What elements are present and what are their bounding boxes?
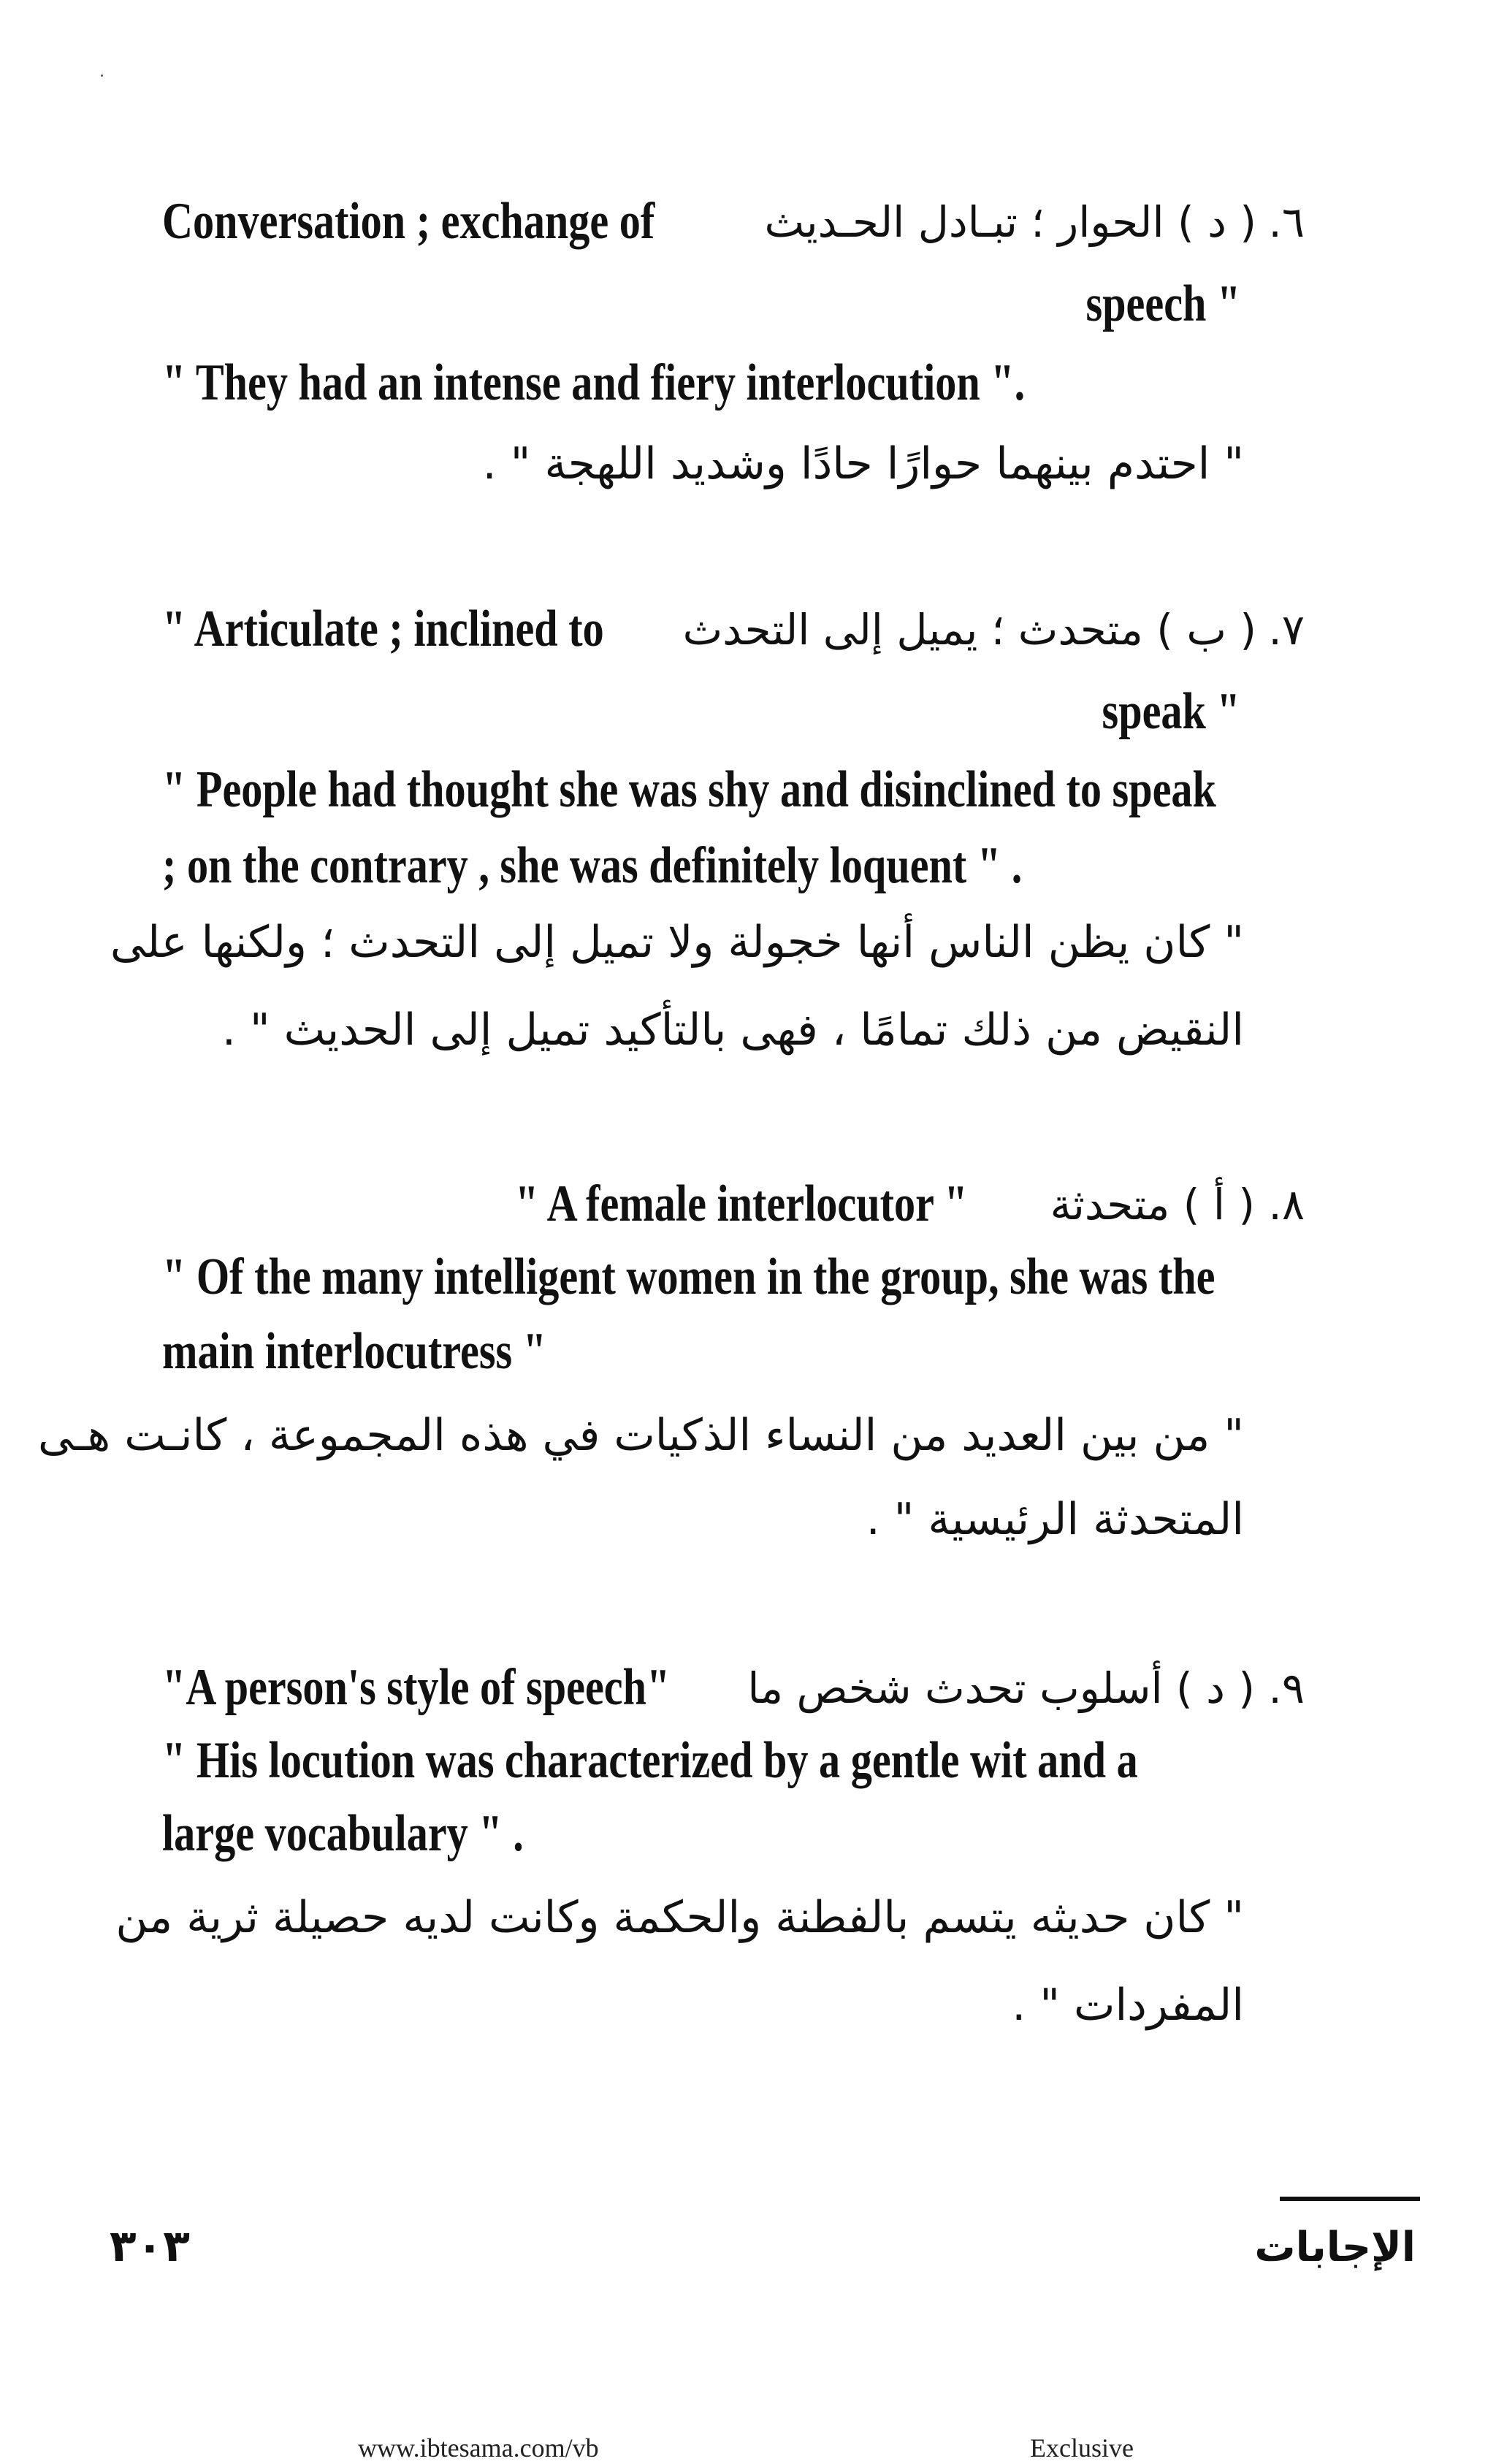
definition: "A person's style of speech" xyxy=(162,1659,671,1716)
example-arabic: " كان حديثه يتسم بالفطنة والحكمة وكانت لديه حصيلة ثرية من xyxy=(115,1892,1244,1943)
source-label: Exclusive xyxy=(1030,2433,1134,2463)
example-english: " People had thought she was shy and disinclined to speak xyxy=(162,761,1216,818)
definition: " A female interlocutor " xyxy=(515,1175,968,1232)
example-arabic: المتحدثة الرئيسية " . xyxy=(866,1494,1244,1545)
page-number: ٣٠٣ xyxy=(110,2221,190,2272)
footer-rule xyxy=(1280,2197,1420,2201)
example-english: " Of the many intelligent women in the group, she was the xyxy=(162,1248,1216,1305)
example-arabic: " احتدم بينهما حوارًا حادًا وشديد اللهجة " . xyxy=(482,438,1244,489)
example-arabic: " كان يظن الناس أنها خجولة ولا تميل إلى التحدث ؛ ولكنها على xyxy=(110,917,1244,968)
entry-number: ٩. xyxy=(1268,1663,1305,1713)
definition-continued: speech " xyxy=(1085,275,1240,332)
example-english: ; on the contrary , she was definitely loquent " . xyxy=(162,837,1023,894)
arabic-choice: ( د ) الحوار ؛ تبـادل الحـديث xyxy=(764,197,1256,247)
scan-speck xyxy=(101,75,103,77)
example-english: " His locution was characterized by a gentle wit and a xyxy=(162,1732,1138,1789)
example-english: large vocabulary " . xyxy=(162,1805,524,1862)
arabic-choice: ( ب ) متحدث ؛ يميل إلى التحدث xyxy=(682,605,1256,655)
arabic-choice: ( د ) أسلوب تحدث شخص ما xyxy=(747,1663,1255,1713)
source-url: www.ibtesama.com/vb xyxy=(358,2433,599,2463)
example-arabic: " من بين العديد من النساء الذكيات في هذه المجموعة ، كانـت هـى xyxy=(37,1410,1244,1461)
arabic-choice: ( أ ) متحدثة xyxy=(1050,1180,1255,1229)
example-arabic: النقيض من ذلك تمامًا ، فهى بالتأكيد تميل إلى الحديث " . xyxy=(221,1004,1244,1056)
entry-number: ٦. xyxy=(1268,197,1305,247)
example-english: " They had an intense and fiery interlocution ". xyxy=(162,354,1026,411)
definition: " Articulate ; inclined to xyxy=(162,600,604,657)
entry-number: ٨. xyxy=(1268,1180,1305,1229)
section-title: الإجابات xyxy=(1254,2224,1416,2271)
example-arabic: المفردات " . xyxy=(1012,1980,1244,2031)
example-english: main interlocutress " xyxy=(162,1323,547,1380)
definition-continued: speak " xyxy=(1102,683,1240,740)
entry-number: ٧. xyxy=(1268,605,1305,655)
definition: Conversation ; exchange of xyxy=(162,193,655,250)
